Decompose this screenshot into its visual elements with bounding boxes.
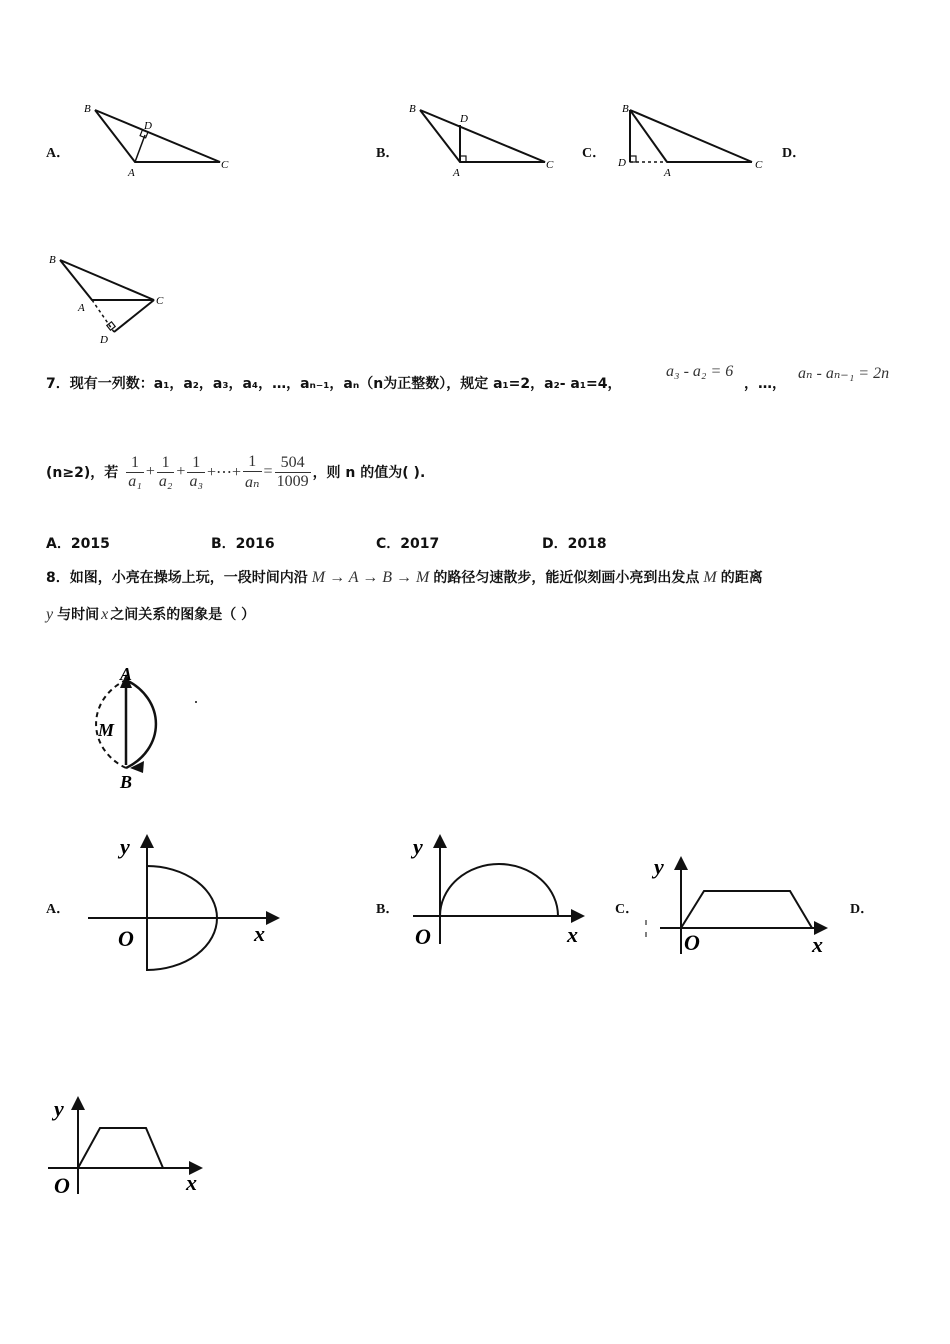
q7-plus-1: + <box>145 463 155 480</box>
q8-text2: 的路径匀速散步，能近似刻画小亮到出发点 <box>433 570 700 586</box>
q8-c-axis-y: y <box>654 854 664 879</box>
q6-triangle-d <box>44 248 184 348</box>
q8-b-axis-o: O <box>415 924 431 949</box>
q6-a-point-c: C <box>221 159 229 171</box>
q6-triangle-b <box>405 98 565 183</box>
q8-graph-a <box>80 826 295 976</box>
q8-option-b-label[interactable]: B． <box>376 902 400 917</box>
q8-option-a-label[interactable]: A． <box>46 902 71 917</box>
q8-stem-line1 <box>46 567 763 587</box>
q8-b-axis-x: x <box>567 922 578 947</box>
q8-d-axis-o: O <box>54 1173 70 1198</box>
q8-path-figure <box>60 660 210 800</box>
q6-b-point-a: A <box>453 167 460 179</box>
q7-prefix2: (n≥2)，若 <box>46 465 119 481</box>
q7-frac-3: $\frac{1}{\text{a₃}}$ <box>189 453 203 490</box>
q8-xvar: x <box>101 606 109 623</box>
q6-b-point-b: B <box>409 103 416 115</box>
q7-dots: +⋯+ <box>207 464 242 481</box>
q7-frac-1: $\frac{1}{\text{a₁}}$ <box>128 453 142 490</box>
q6-d-point-c: C <box>156 295 164 307</box>
q8-fig-label-b: B <box>120 772 133 792</box>
q6-c-point-a: A <box>664 167 671 179</box>
q8-c-axis-o: O <box>684 930 700 955</box>
q8-a-axis-y: y <box>120 834 130 859</box>
q8-fig-label-m: M <box>98 720 115 740</box>
q8-stem-line2 <box>46 604 255 624</box>
q8-yvar: y <box>46 606 54 623</box>
q7-sep: ，…， <box>744 376 786 392</box>
q7-math1: a₃ - a₂ = 6 <box>666 363 734 380</box>
q8-graph-c <box>640 848 840 958</box>
q6-c-point-c: C <box>755 159 763 171</box>
q8-graph-d <box>46 1090 216 1200</box>
q7-frac-n: $\frac{1}{\text{aₙ}}$ <box>245 452 260 491</box>
q7-text1: 现有一列数：a₁，a₂，a₃，a₄，…，aₙ₋₁，aₙ（n为正整数），规定 a₁=2，a₂- a₁=4， <box>69 376 622 392</box>
q7-stem-line2 <box>46 446 425 498</box>
q6-b-point-d: D <box>460 113 468 125</box>
q6-a-point-b: B <box>84 103 91 115</box>
q8-option-c-label[interactable]: C． <box>615 902 640 917</box>
q7-suffix2: ，则 n 的值为( ). <box>312 465 426 481</box>
q8-option-d-label[interactable]: D． <box>850 902 875 917</box>
q6-option-a-label[interactable]: A． <box>46 146 71 161</box>
q6-triangle-c <box>612 98 772 183</box>
q6-option-d-label[interactable]: D． <box>782 146 807 161</box>
q8-point: M <box>703 569 717 586</box>
q7-number: 7． <box>46 376 70 392</box>
q7-rhs-frac: $\frac{504}{1009}$ <box>276 453 309 490</box>
q8-d-axis-x: x <box>186 1170 197 1195</box>
q7-choice-a[interactable]: A．2015 <box>46 536 110 552</box>
q7-choice-b[interactable]: B．2016 <box>211 536 275 552</box>
q8-a-axis-x: x <box>254 921 265 946</box>
q7-frac-2: $\frac{1}{\text{a₂}}$ <box>158 453 173 490</box>
q8-text4: 与时间 <box>57 607 100 623</box>
q6-c-point-d: D <box>618 157 626 169</box>
q6-b-point-c: C <box>546 159 554 171</box>
q8-text1: 如图，小亮在操场上玩，一段时间内沿 <box>69 570 308 586</box>
q7-choice-c[interactable]: C．2017 <box>376 536 440 552</box>
q7-plus-2: + <box>176 463 186 480</box>
q6-option-b-label[interactable]: B． <box>376 146 400 161</box>
q7-stem-line1 <box>46 373 621 393</box>
q6-option-c-label[interactable]: C． <box>582 146 607 161</box>
q8-fig-label-a: A <box>120 664 133 684</box>
q6-c-point-b: B <box>622 103 629 115</box>
q6-a-point-d: D <box>144 120 152 132</box>
q6-d-point-b: B <box>49 254 56 266</box>
q8-c-axis-x: x <box>812 932 823 957</box>
q7-choice-d[interactable]: D．2018 <box>542 536 607 552</box>
q8-b-axis-y: y <box>413 834 423 859</box>
q6-a-point-a: A <box>128 167 135 179</box>
q8-d-axis-y: y <box>54 1096 64 1121</box>
q7-math2: aₙ - aₙ₋₁ = 2n <box>798 365 890 382</box>
q8-number: 8． <box>46 570 70 586</box>
q8-a-axis-o: O <box>118 926 134 951</box>
q7-sum-equation <box>124 453 312 492</box>
q8-text5: 之间关系的图象是（ ） <box>110 607 256 623</box>
q6-d-point-a: A <box>78 302 85 314</box>
q6-d-point-d: D <box>100 334 108 346</box>
q8-text3: 的距离 <box>720 570 763 586</box>
q7-equals: = <box>263 463 273 480</box>
q6-triangle-a <box>80 98 240 183</box>
q8-graph-b <box>405 826 595 961</box>
q8-path: M → A → B → M <box>311 569 430 586</box>
